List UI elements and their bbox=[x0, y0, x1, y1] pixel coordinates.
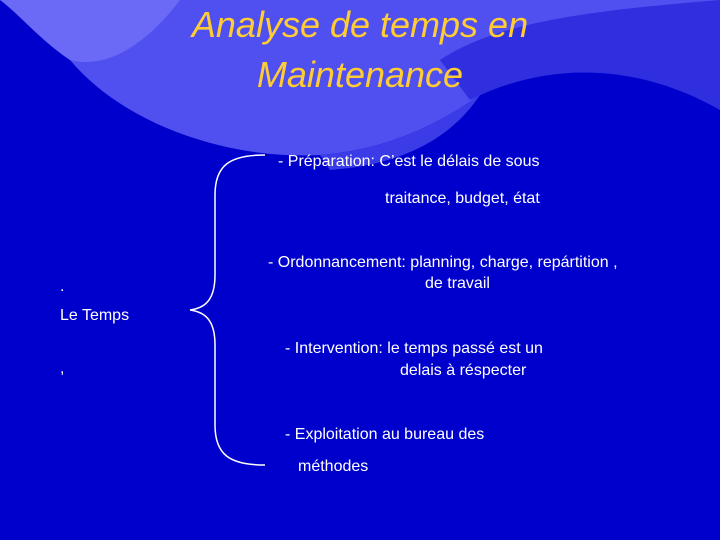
left-comma: , bbox=[60, 360, 65, 377]
slide-title bbox=[110, 0, 610, 100]
item-intervention-line1: - Intervention: le temps passé est un bbox=[285, 340, 543, 357]
title-line-1: Analyse de temps en bbox=[191, 4, 529, 45]
item-ordonnancement-line2: de travail bbox=[425, 275, 490, 292]
left-dot: . bbox=[60, 278, 65, 295]
curly-brace-icon bbox=[185, 150, 275, 470]
item-preparation-line2: traitance, budget, état bbox=[385, 190, 540, 207]
item-preparation-line1: - Préparation: C’est le délais de sous bbox=[278, 153, 540, 170]
le-temps-label: Le Temps bbox=[60, 307, 130, 324]
item-ordonnancement-line1: - Ordonnancement: planning, charge, repártition , bbox=[268, 254, 618, 271]
item-exploitation-line2: méthodes bbox=[298, 458, 369, 475]
title-line-2: Maintenance bbox=[256, 54, 464, 95]
item-intervention-line2: delais à réspecter bbox=[400, 362, 527, 379]
item-exploitation-line1: - Exploitation au bureau des bbox=[285, 426, 485, 443]
